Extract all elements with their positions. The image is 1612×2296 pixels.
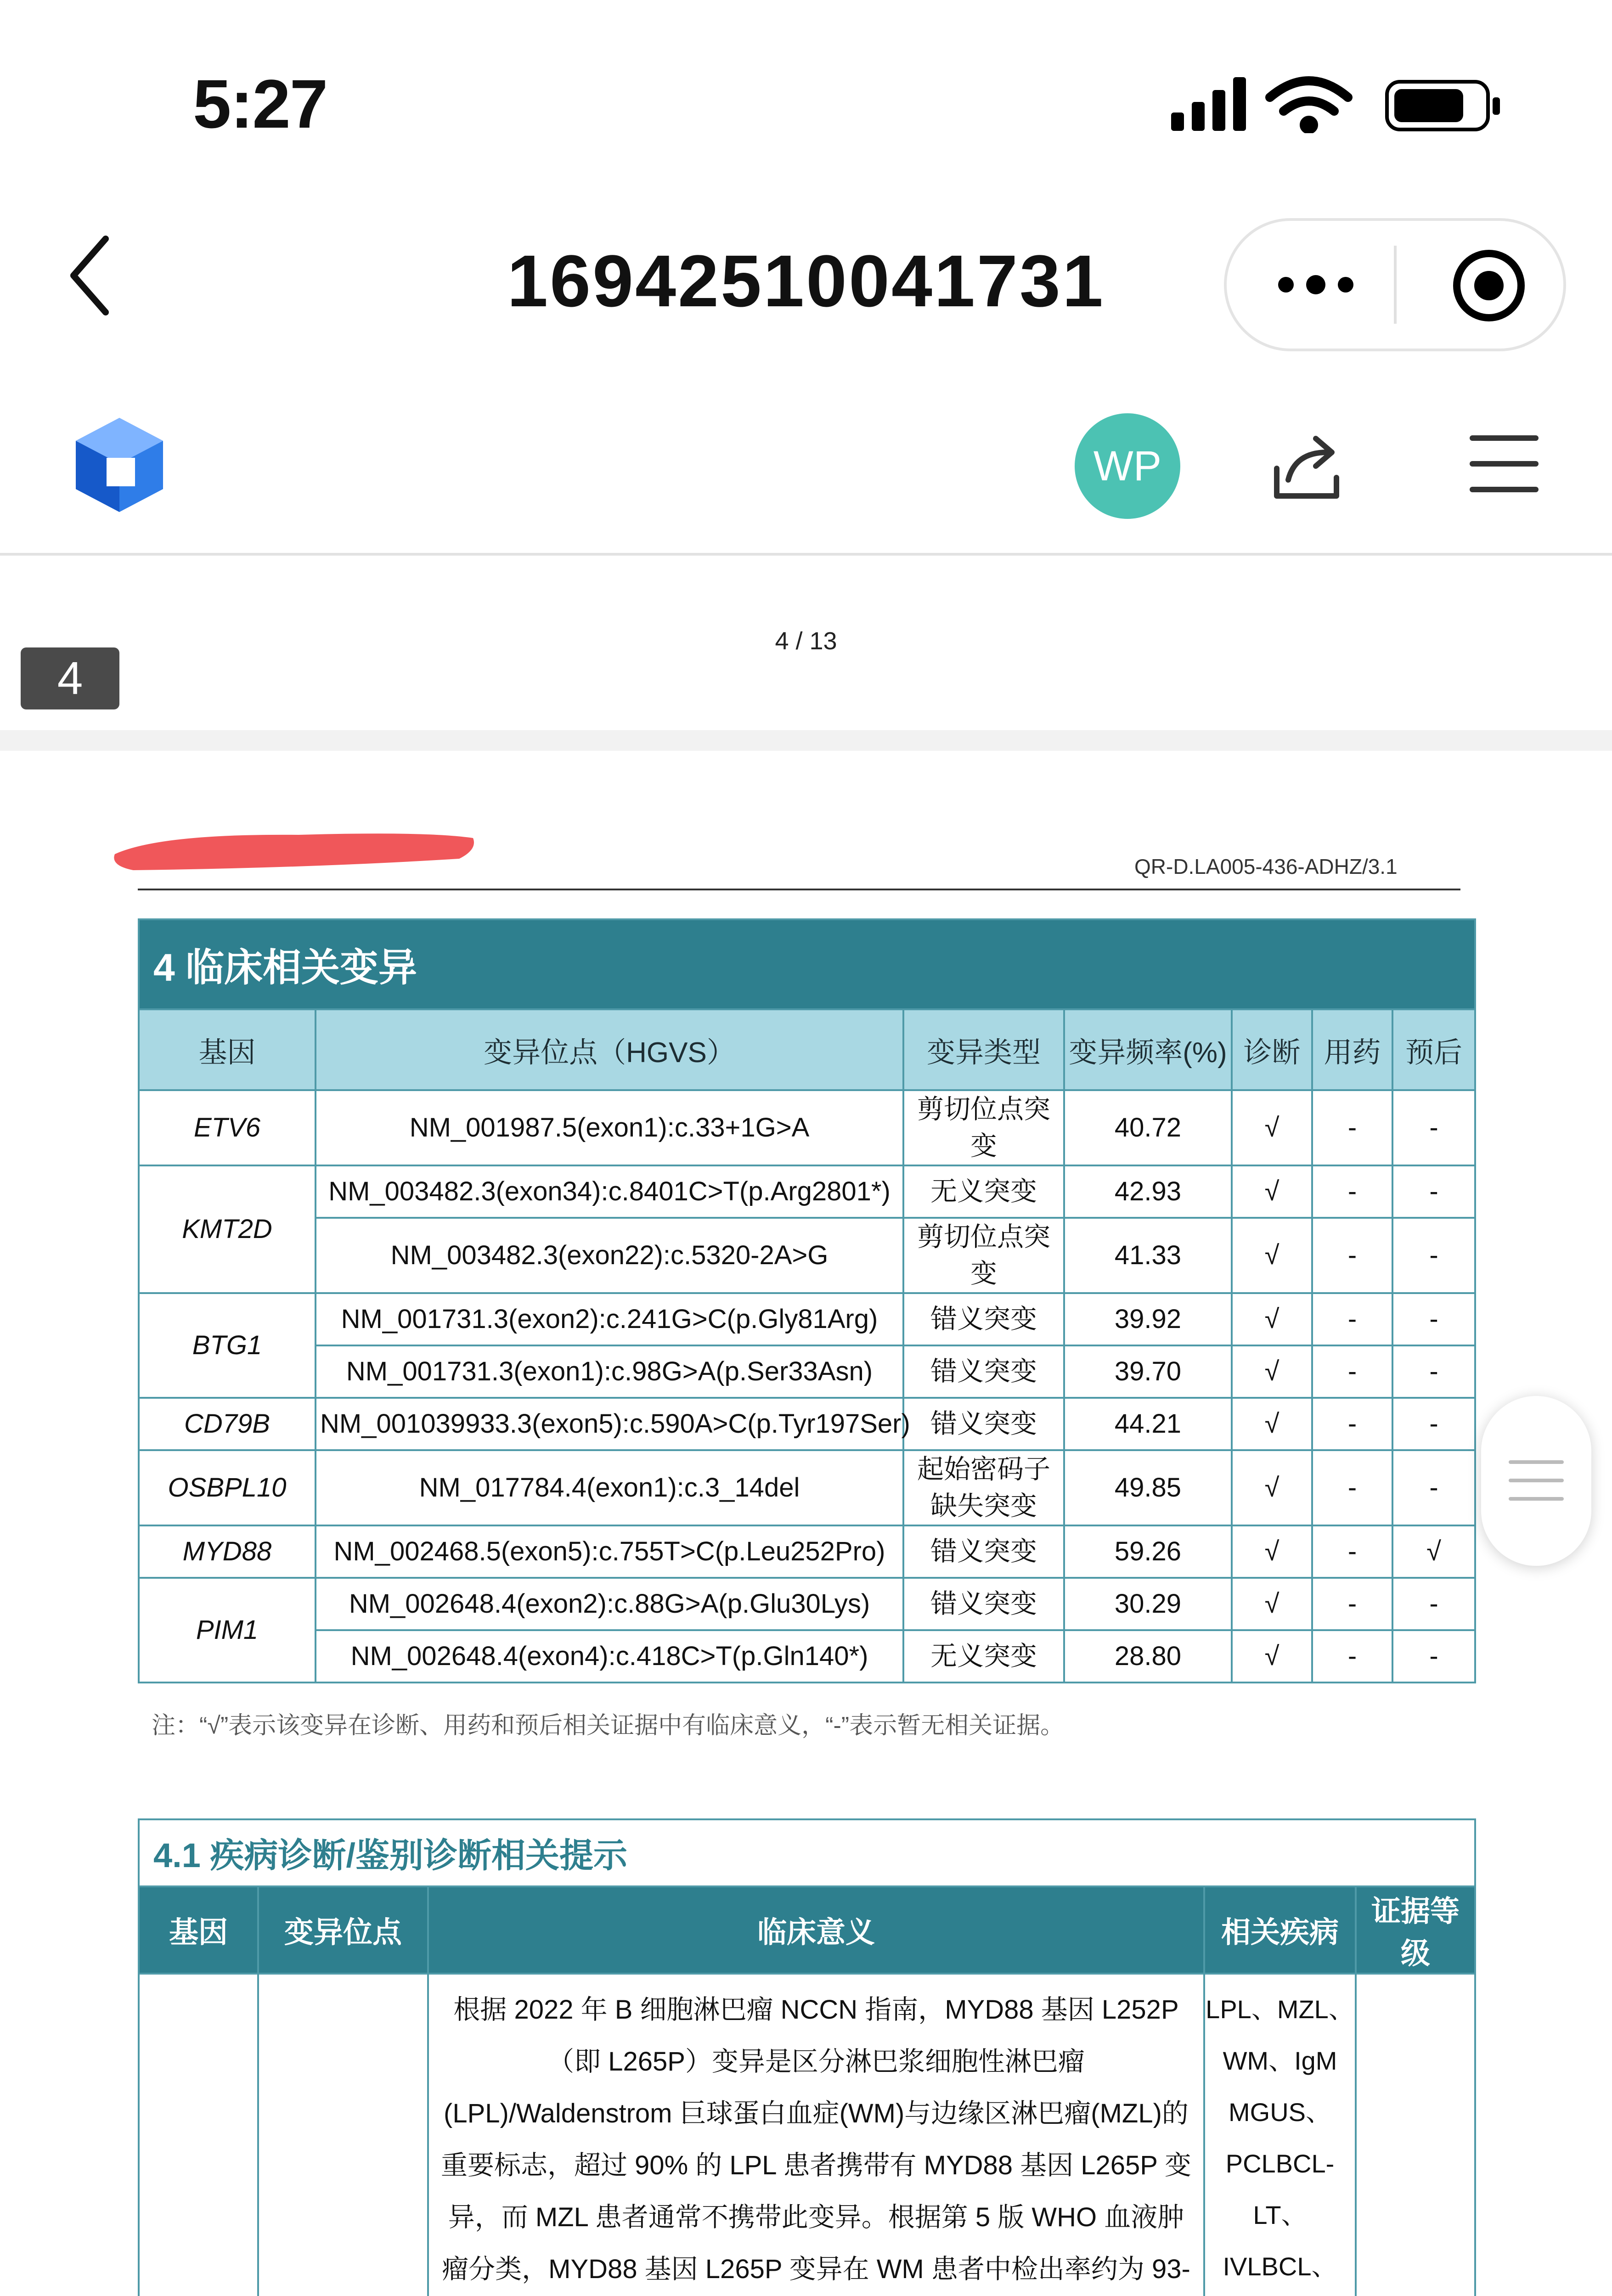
back-arrow-icon[interactable] xyxy=(55,225,129,326)
hgvs-cell: NM_001987.5(exon1):c.33+1G>A xyxy=(316,1090,903,1165)
prog-cell: - xyxy=(1392,1578,1475,1630)
evidence-level-cell xyxy=(1356,1974,1475,2296)
diag-cell: √ xyxy=(1232,1218,1312,1293)
menu-icon[interactable] xyxy=(1470,432,1539,496)
gene-cell: CD79B xyxy=(139,1398,316,1450)
prog-cell: - xyxy=(1392,1450,1475,1525)
site-cell xyxy=(258,1974,428,2296)
drug-cell: - xyxy=(1312,1630,1392,1683)
subsection-title: 4.1 疾病诊断/鉴别诊断相关提示 xyxy=(139,1819,1475,1886)
type-cell: 剪切位点突变 xyxy=(903,1218,1064,1293)
hgvs-cell: NM_002648.4(exon2):c.88G>A(p.Glu30Lys) xyxy=(316,1578,903,1630)
wifi-icon xyxy=(1270,81,1348,129)
hgvs-cell: NM_001731.3(exon2):c.241G>C(p.Gly81Arg) xyxy=(316,1293,903,1345)
capsule-divider xyxy=(1394,246,1397,324)
hgvs-cell: NM_003482.3(exon34):c.8401C>T(p.Arg2801*) xyxy=(316,1165,903,1218)
column-header: 变异位点 xyxy=(258,1886,428,1974)
prog-cell: - xyxy=(1392,1630,1475,1683)
freq-cell: 39.70 xyxy=(1064,1345,1232,1398)
section-title: 4 临床相关变异 xyxy=(139,919,1475,1009)
variant-table xyxy=(138,918,1476,1683)
gene-cell: ETV6 xyxy=(139,1090,316,1165)
related-diseases-cell: LPL、MZL、WM、IgM MGUS、PCLBCL-LT、IVLBCL、 xyxy=(1204,1974,1356,2296)
drug-cell: - xyxy=(1312,1293,1392,1345)
scroll-handle[interactable] xyxy=(1481,1396,1591,1566)
battery-icon xyxy=(1387,82,1500,129)
table-row xyxy=(139,1165,1475,1218)
column-header: 变异位点（HGVS） xyxy=(316,1009,903,1090)
prog-cell: - xyxy=(1392,1165,1475,1218)
document-title: 16942510041731 xyxy=(507,240,1105,322)
type-cell: 错义突变 xyxy=(903,1398,1064,1450)
table-row xyxy=(139,1218,1475,1293)
hgvs-cell: NM_001731.3(exon1):c.98G>A(p.Ser33Asn) xyxy=(316,1345,903,1398)
prog-cell: - xyxy=(1392,1345,1475,1398)
more-options-icon[interactable] xyxy=(1272,264,1359,305)
page-badge-4: 4 xyxy=(21,647,119,709)
hgvs-cell: NM_001039933.3(exon5):c.590A>C(p.Tyr197Ser) xyxy=(316,1398,903,1450)
column-header: 变异频率(%) xyxy=(1064,1009,1232,1090)
drug-cell: - xyxy=(1312,1398,1392,1450)
table-row xyxy=(139,1398,1475,1450)
hgvs-cell: NM_017784.4(exon1):c.3_14del xyxy=(316,1450,903,1525)
freq-cell: 42.93 xyxy=(1064,1165,1232,1218)
diagnosis-table xyxy=(138,1818,1476,2296)
prog-cell: - xyxy=(1392,1293,1475,1345)
diag-cell: √ xyxy=(1232,1345,1312,1398)
type-cell: 剪切位点突变 xyxy=(903,1090,1064,1165)
type-cell: 无义突变 xyxy=(903,1165,1064,1218)
column-header: 临床意义 xyxy=(428,1886,1204,1974)
column-header: 基因 xyxy=(139,1009,316,1090)
table-header-row xyxy=(139,1009,1475,1090)
status-time: 5:27 xyxy=(193,65,327,142)
cellular-signal-icon xyxy=(1171,77,1246,131)
hgvs-cell: NM_002468.5(exon5):c.755T>C(p.Leu252Pro) xyxy=(316,1525,903,1578)
freq-cell: 44.21 xyxy=(1064,1398,1232,1450)
type-cell: 起始密码子缺失突变 xyxy=(903,1450,1064,1525)
page-number-4: 4 / 13 xyxy=(775,627,837,655)
drug-cell: - xyxy=(1312,1090,1392,1165)
table-row xyxy=(139,1578,1475,1630)
freq-cell: 41.33 xyxy=(1064,1218,1232,1293)
freq-cell: 59.26 xyxy=(1064,1525,1232,1578)
freq-cell: 30.29 xyxy=(1064,1578,1232,1630)
diag-cell: √ xyxy=(1232,1450,1312,1525)
type-cell: 错义突变 xyxy=(903,1525,1064,1578)
close-target-icon[interactable] xyxy=(1451,248,1527,324)
column-header: 预后 xyxy=(1392,1009,1475,1090)
diag-cell: √ xyxy=(1232,1525,1312,1578)
type-cell: 错义突变 xyxy=(903,1578,1064,1630)
type-cell: 错义突变 xyxy=(903,1293,1064,1345)
diag-cell: √ xyxy=(1232,1630,1312,1683)
app-toolbar xyxy=(0,377,1612,556)
drug-cell: - xyxy=(1312,1578,1392,1630)
table-row xyxy=(139,1090,1475,1165)
diag-cell: √ xyxy=(1232,1165,1312,1218)
gene-cell: PIM1 xyxy=(139,1578,316,1683)
column-header: 相关疾病 xyxy=(1204,1886,1356,1974)
table-row xyxy=(139,1974,1475,2296)
type-cell: 错义突变 xyxy=(903,1345,1064,1398)
drag-lines-icon xyxy=(1481,1396,1591,1566)
redaction-mark xyxy=(106,827,482,877)
prog-cell: - xyxy=(1392,1398,1475,1450)
column-header: 用药 xyxy=(1312,1009,1392,1090)
user-avatar[interactable]: WP xyxy=(1075,413,1180,519)
diag-cell: √ xyxy=(1232,1293,1312,1345)
gene-cell: OSBPL10 xyxy=(139,1450,316,1525)
table-header-row xyxy=(139,1886,1475,1974)
share-icon[interactable] xyxy=(1268,427,1346,505)
column-header: 诊断 xyxy=(1232,1009,1312,1090)
status-icons xyxy=(1171,73,1506,133)
prog-cell: - xyxy=(1392,1090,1475,1165)
freq-cell: 28.80 xyxy=(1064,1630,1232,1683)
clinical-significance-cell: 根据 2022 年 B 细胞淋巴瘤 NCCN 指南，MYD88 基因 L252P（即 L265P）变异是区分淋巴浆细胞性淋巴瘤(LPL)/Waldenstrom 巨球蛋白血症(WM)与边缘区淋巴瘤(MZL)的重要标志，超过 90% 的 LPL 患者携带有 MYD88 基因 L265P 变异，而 MZL 患者通常不携带此变异。根据第 5 版 WHO 血液肿瘤分类，MYD88 基因 L265P 变异在 WM 患者中检出率约为 93- xyxy=(428,1974,1204,2296)
app-logo-icon[interactable] xyxy=(73,416,165,514)
hgvs-cell: NM_002648.4(exon4):c.418C>T(p.Gln140*) xyxy=(316,1630,903,1683)
diag-cell: √ xyxy=(1232,1578,1312,1630)
diag-cell: √ xyxy=(1232,1398,1312,1450)
drug-cell: - xyxy=(1312,1450,1392,1525)
type-cell: 无义突变 xyxy=(903,1630,1064,1683)
gene-cell: BTG1 xyxy=(139,1293,316,1398)
freq-cell: 39.92 xyxy=(1064,1293,1232,1345)
table-row xyxy=(139,1525,1475,1578)
table-row xyxy=(139,1630,1475,1683)
header-rule xyxy=(138,889,1460,890)
prog-cell: - xyxy=(1392,1218,1475,1293)
diag-cell: √ xyxy=(1232,1090,1312,1165)
document-code: QR-D.LA005-436-ADHZ/3.1 xyxy=(1134,855,1398,878)
table-row xyxy=(139,1345,1475,1398)
drug-cell: - xyxy=(1312,1345,1392,1398)
drug-cell: - xyxy=(1312,1525,1392,1578)
drug-cell: - xyxy=(1312,1165,1392,1218)
gene-cell: MYD88 xyxy=(139,1525,316,1578)
column-header: 变异类型 xyxy=(903,1009,1064,1090)
gene-cell xyxy=(139,1974,258,2296)
column-header: 证据等级 xyxy=(1356,1886,1475,1974)
table-row xyxy=(139,1293,1475,1345)
table-row xyxy=(139,1450,1475,1525)
prog-cell: √ xyxy=(1392,1525,1475,1578)
freq-cell: 49.85 xyxy=(1064,1450,1232,1525)
drug-cell: - xyxy=(1312,1218,1392,1293)
hgvs-cell: NM_003482.3(exon22):c.5320-2A>G xyxy=(316,1218,903,1293)
table-note: 注：“√”表示该变异在诊断、用药和预后相关证据中有临床意义，“-”表示暂无相关证据。 xyxy=(152,1712,1065,1739)
freq-cell: 40.72 xyxy=(1064,1090,1232,1165)
column-header: 基因 xyxy=(139,1886,258,1974)
gene-cell: KMT2D xyxy=(139,1165,316,1293)
